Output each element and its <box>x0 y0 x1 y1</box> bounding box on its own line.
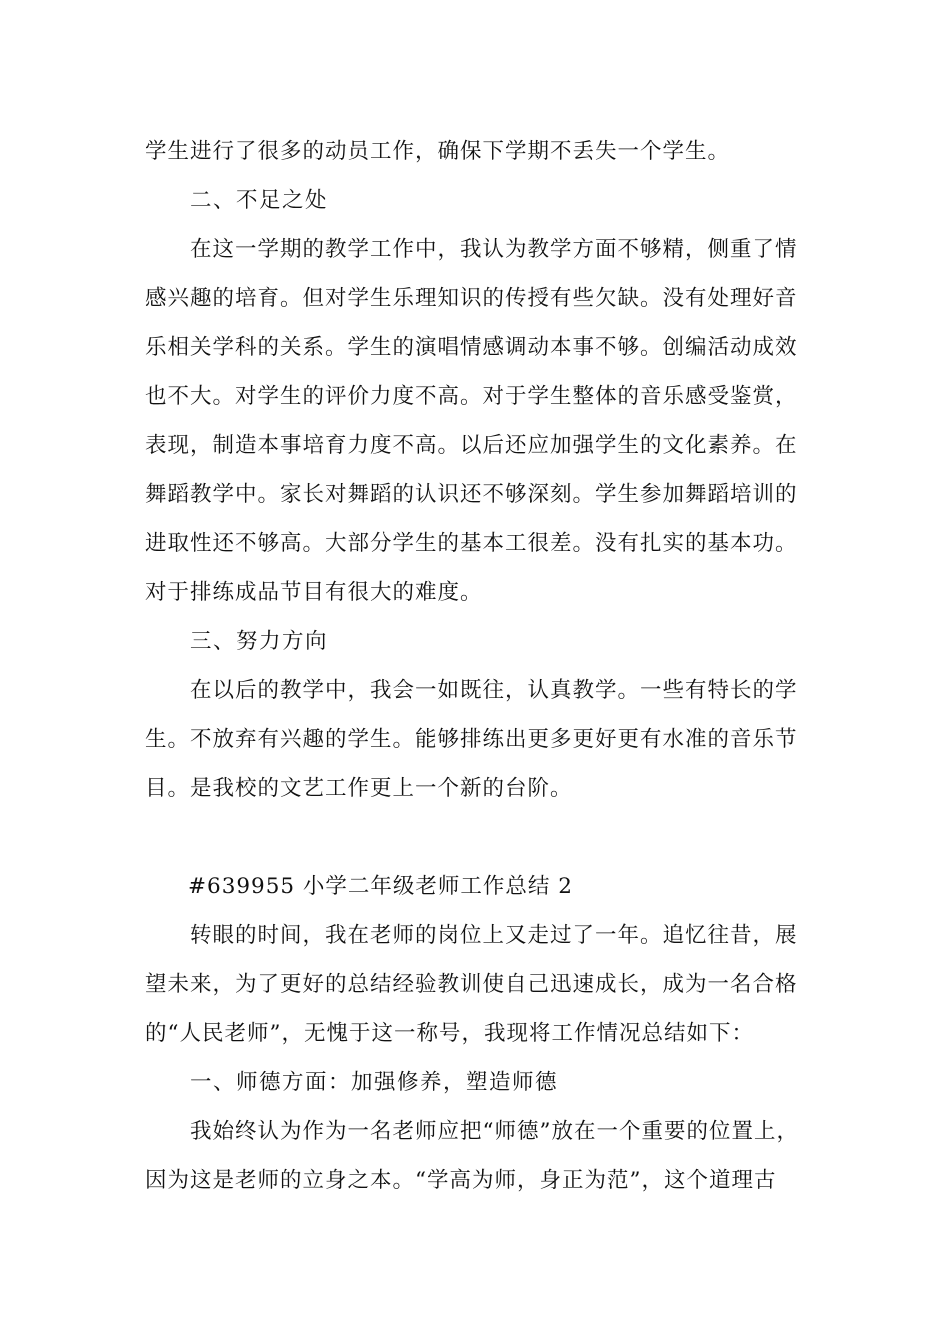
paragraph-line: 因为这是老师的立身之本。“学高为师，身正为范”，这个道理古 <box>145 1168 777 1193</box>
paragraph-line: 感兴趣的培育。但对学生乐理知识的传授有些欠缺。没有处理好音 <box>145 286 798 311</box>
paragraph-line: 的“人民老师”，无愧于这一称号，我现将工作情况总结如下： <box>145 1021 754 1046</box>
article-title: #639955 小学二年级老师工作总结 2 <box>188 874 573 899</box>
paragraph-line: 目。是我校的文艺工作更上一个新的台阶。 <box>145 776 573 801</box>
paragraph-line: 学生进行了很多的动员工作，确保下学期不丢失一个学生。 <box>145 139 731 164</box>
paragraph-line: 在以后的教学中，我会一如既往，认真教学。一些有特长的学 <box>190 678 798 703</box>
paragraph-line: 望未来，为了更好的总结经验教训使自己迅速成长，成为一名合格 <box>145 972 798 997</box>
paragraph-line: 舞蹈教学中。家长对舞蹈的认识还不够深刻。学生参加舞蹈培训的 <box>145 482 798 507</box>
section-heading-direction: 三、努力方向 <box>190 629 329 654</box>
paragraph-line: 转眼的时间，我在老师的岗位上又走过了一年。追忆往昔，展 <box>190 923 798 948</box>
paragraph-line: 对于排练成品节目有很大的难度。 <box>145 580 483 605</box>
paragraph-line: 我始终认为作为一名老师应把“师德”放在一个重要的位置上， <box>190 1119 799 1144</box>
section-heading-ethics: 一、师德方面：加强修养，塑造师德 <box>190 1070 559 1095</box>
paragraph-line: 乐相关学科的关系。学生的演唱情感调动本事不够。创编活动成效 <box>145 335 798 360</box>
paragraph-line: 进取性还不够高。大部分学生的基本工很差。没有扎实的基本功。 <box>145 531 798 556</box>
paragraph-line: 生。不放弃有兴趣的学生。能够排练出更多更好更有水准的音乐节 <box>145 727 798 752</box>
paragraph-line: 也不大。对学生的评价力度不高。对于学生整体的音乐感受鉴赏， <box>145 384 798 409</box>
section-heading-shortcomings: 二、不足之处 <box>190 188 329 213</box>
paragraph-line: 表现，制造本事培育力度不高。以后还应加强学生的文化素养。在 <box>145 433 798 458</box>
paragraph-line: 在这一学期的教学工作中，我认为教学方面不够精，侧重了情 <box>190 237 798 262</box>
